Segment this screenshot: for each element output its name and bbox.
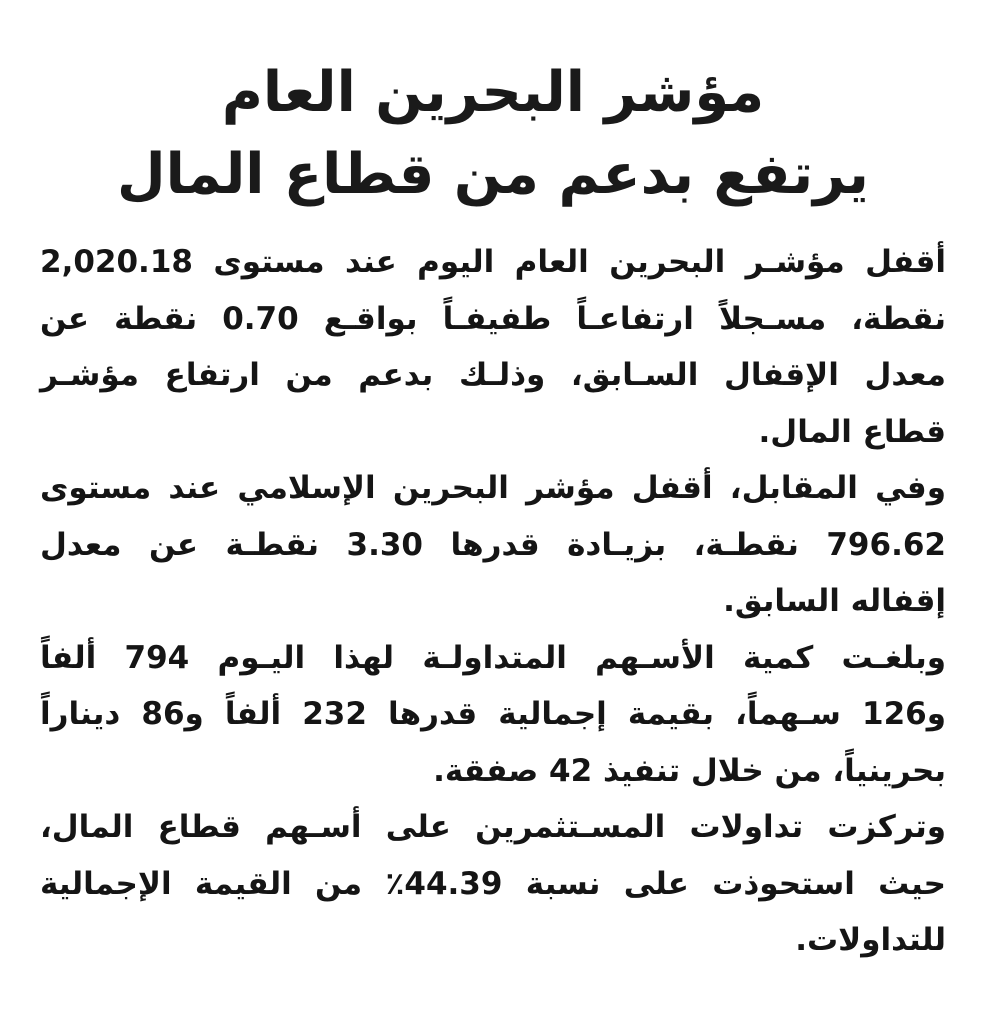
body-line: نقطة، مسـجلاً ارتفاعـاً طفيفـاً بواقـع 0.70 نقطة عن <box>40 300 946 337</box>
body-line: و126 سـهماً، بقيمة إجمالية قدرها 232 ألفاً و86 ديناراً <box>40 696 946 732</box>
paragraph-index-close <box>40 234 946 460</box>
body-line: حيث استحوذت على نسبة 44.39٪ من القيمة الإجمالية <box>40 865 946 902</box>
headline-line-1: مؤشر البحرين العام <box>221 60 765 125</box>
body-line: وفي المقابل، أقفل مؤشر البحرين الإسلامي عند مستوى <box>40 470 946 506</box>
body-line: بحرينياً، من خلال تنفيذ 42 صفقة. <box>433 752 946 789</box>
body-line: 796.62 نقطـة، بزيـادة قدرها 3.30 نقطـة عن معدل <box>40 526 946 563</box>
paragraph-sector-concentration <box>40 799 946 969</box>
article-body <box>40 234 946 969</box>
body-line: معدل الإقفال السـابق، وذلـك بدعم من ارتفاع مؤشـر <box>40 357 946 393</box>
body-line: للتداولات. <box>795 922 946 958</box>
body-line: أقفل مؤشـر البحرين العام اليوم عند مستوى 2,020.18 <box>40 244 946 280</box>
paragraph-islamic-index <box>40 460 946 630</box>
headline-line-2: يرتفع بدعم من قطاع المال <box>117 142 869 207</box>
paragraph-volume <box>40 630 946 800</box>
article-headline <box>0 0 986 216</box>
body-line: إقفاله السابق. <box>723 583 946 619</box>
body-line: وبلغـت كمية الأسـهم المتداولـة لهذا اليـوم 794 ألفاً <box>40 639 946 676</box>
body-line: وتركزت تداولات المسـتثمرين على أسـهم قطاع المال، <box>40 809 946 845</box>
body-line: قطاع المال. <box>758 413 946 450</box>
